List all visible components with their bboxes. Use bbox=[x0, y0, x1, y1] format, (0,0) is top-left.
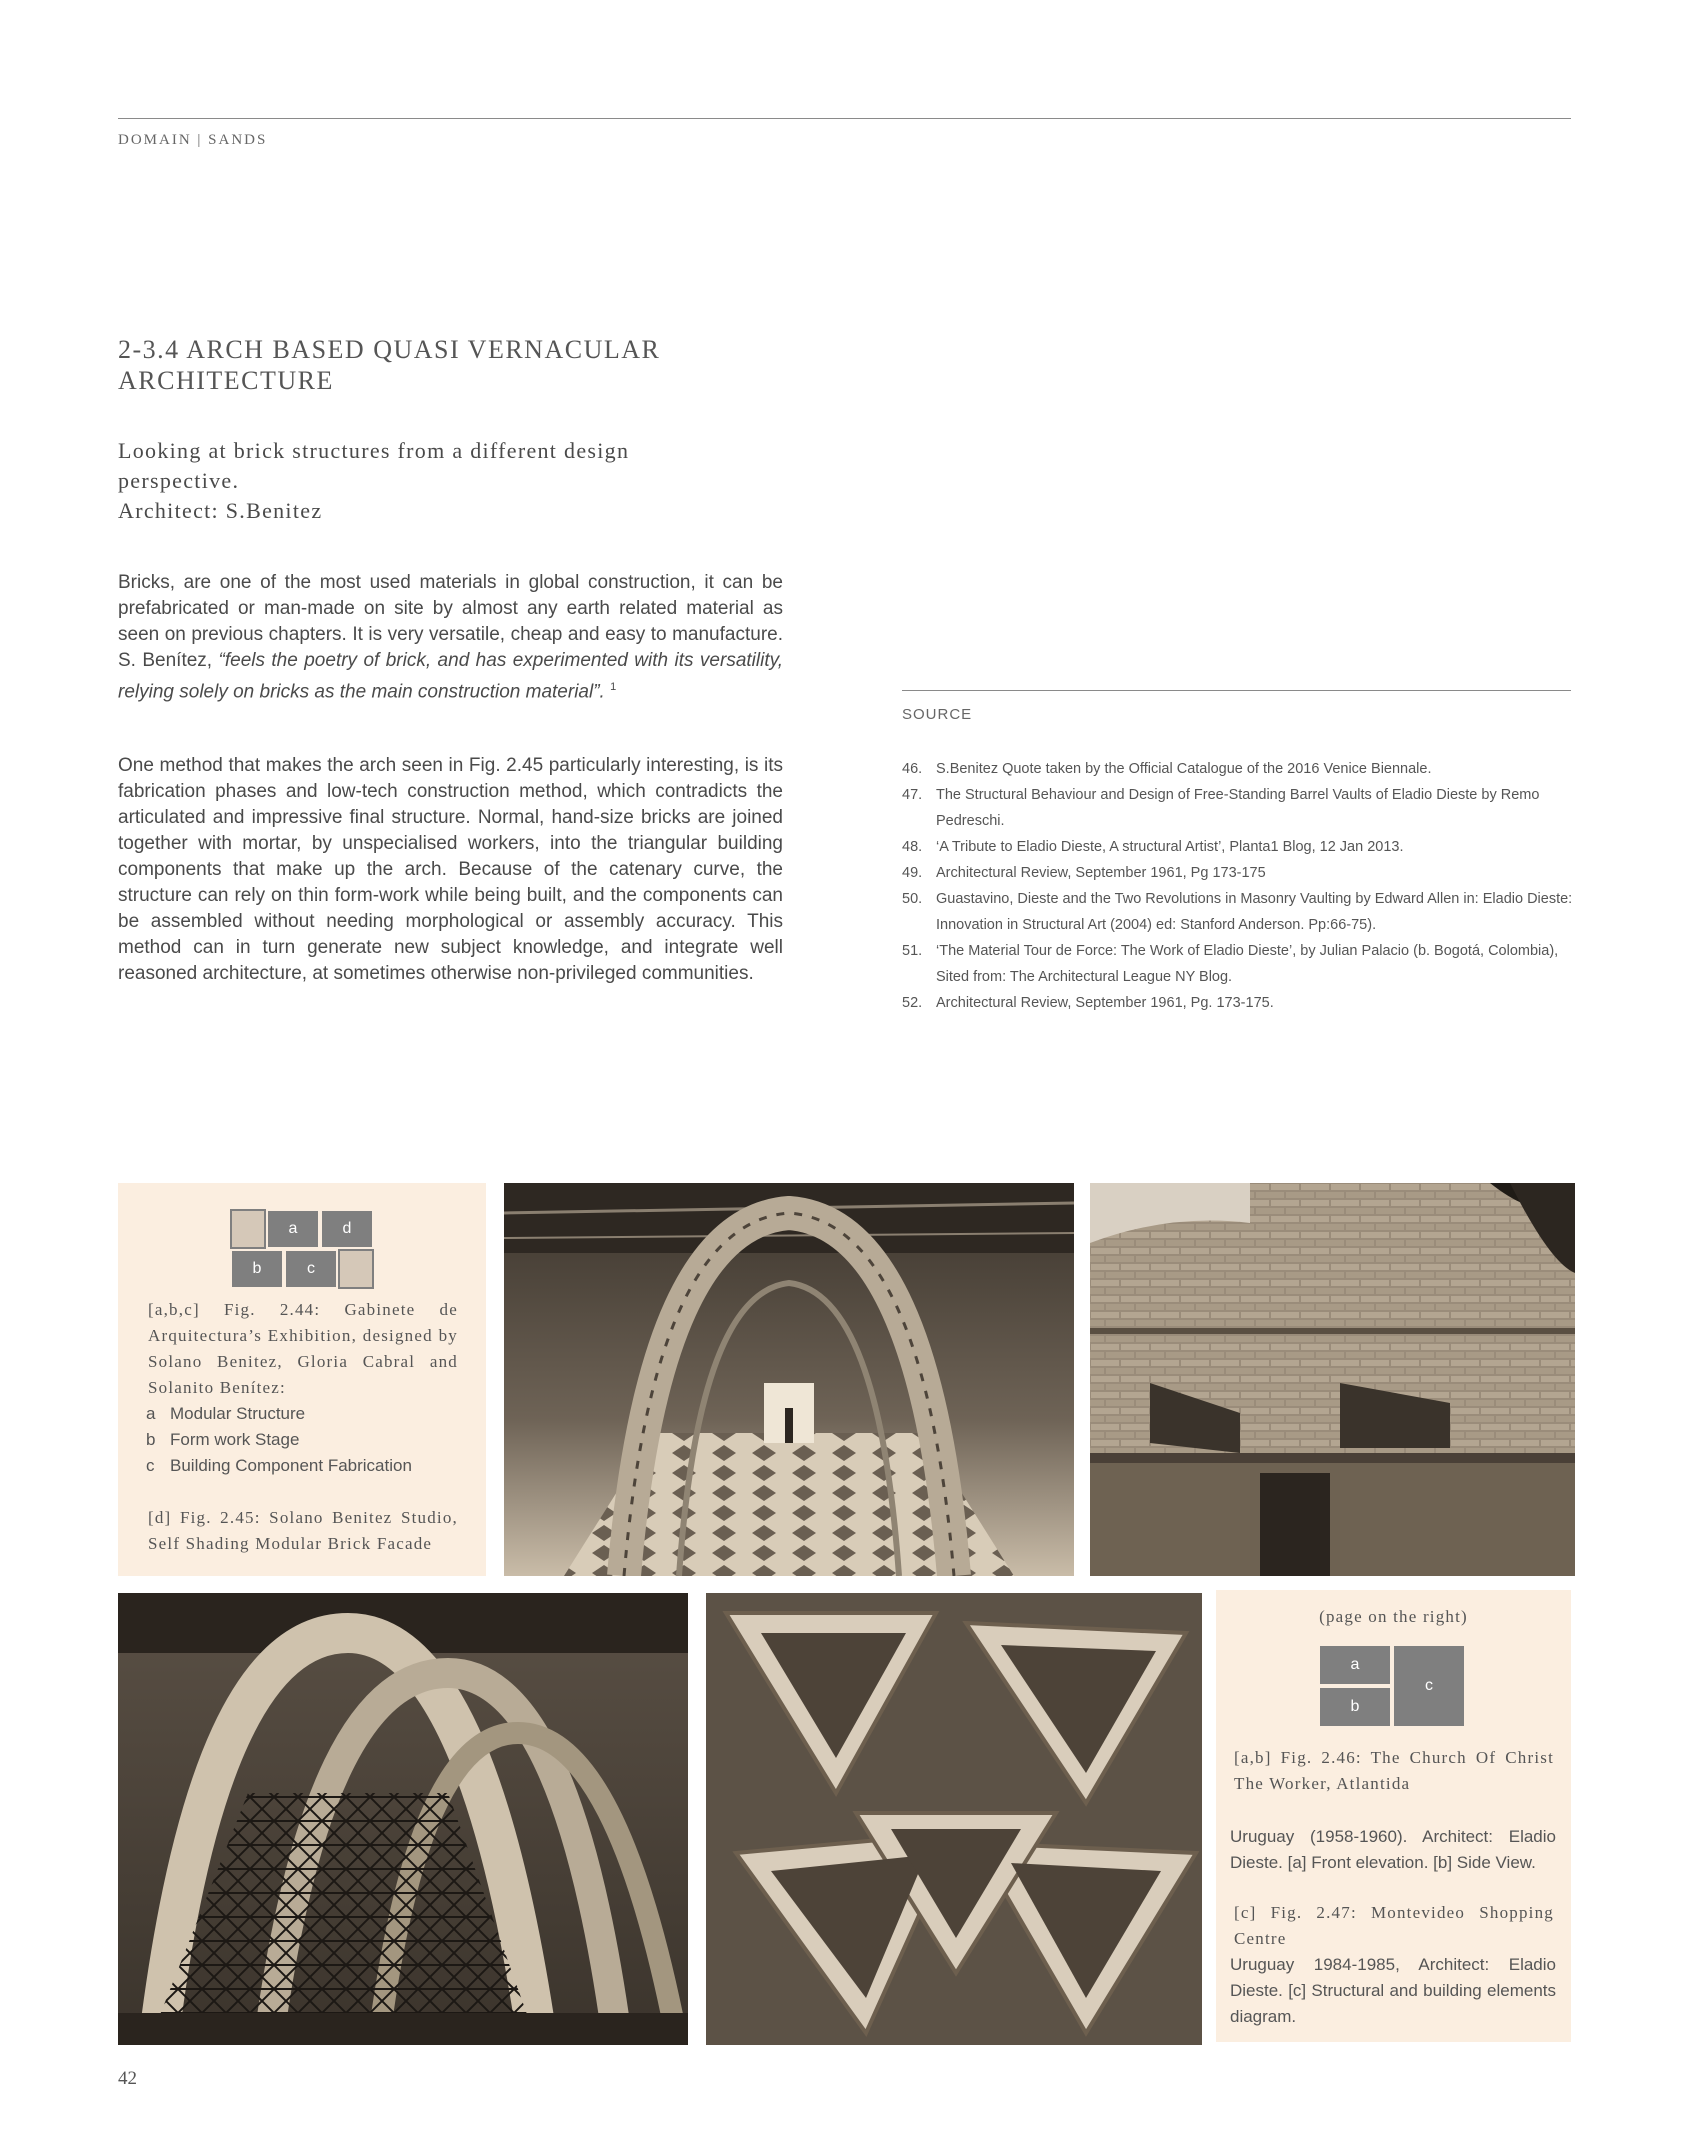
fig-247-caption: [c] Fig. 2.47: Montevideo Shopping Centre bbox=[1234, 1903, 1554, 1948]
subtitle-line2: perspective. bbox=[118, 468, 240, 493]
caption-box-left bbox=[118, 1183, 486, 1576]
fig-244-caption: [a,b,c] Fig. 2.44: Gabinete de Arquitectura’s Exhibition, designed by Solano Benitez, Gloria Cabral and Solanito Benítez: bbox=[148, 1300, 458, 1397]
footnote-text: Architectural Review, September 1961, Pg 173-175 bbox=[936, 865, 1266, 881]
key-cell-c: c bbox=[284, 1249, 338, 1289]
figure-key-diagram bbox=[230, 1209, 374, 1289]
footnote-number: 46. bbox=[902, 761, 923, 777]
component-fabrication-image bbox=[706, 1593, 1202, 2045]
header-rule bbox=[118, 118, 1571, 119]
para1-text: Bricks, are one of the most used materials in global construction, it can be prefabricated or man-made on site by almost any earth related material as seen on previous chapters. It is very versatile, cheap and easy to manufacture. S. Benítez, bbox=[118, 572, 783, 671]
footnote-number: 47. bbox=[902, 787, 923, 803]
key-cell-a: a bbox=[266, 1209, 320, 1249]
footnote-item bbox=[902, 782, 1574, 834]
list-letter: a bbox=[146, 1404, 156, 1423]
footnote-text: Architectural Review, September 1961, Pg. 173-175. bbox=[936, 995, 1274, 1011]
footnote-number: 51. bbox=[902, 943, 923, 959]
list-item bbox=[146, 1427, 466, 1453]
fig-246-detail: Uruguay (1958-1960). Architect: Eladio Dieste. [a] Front elevation. [b] Side View. bbox=[1230, 1827, 1556, 1872]
footnote-text: The Structural Behaviour and Design of Free-Standing Barrel Vaults of Eladio Dieste by Remo Pedreschi. bbox=[936, 787, 1540, 829]
footnote-text: Guastavino, Dieste and the Two Revolutions in Masonry Vaulting by Edward Allen in: Eladio Dieste: Innovation in Structural Art (2004) ed: Stanford Anderson. Pp:66-75). bbox=[936, 891, 1573, 933]
caption-box-right bbox=[1216, 1590, 1571, 2042]
list-text: Building Component Fabrication bbox=[170, 1456, 412, 1475]
subtitle-line1: Looking at brick structures from a different design bbox=[118, 438, 630, 463]
arch-exhibition-image bbox=[504, 1183, 1074, 1576]
subtitle-line3: Architect: S.Benitez bbox=[118, 498, 323, 523]
section-title bbox=[118, 334, 818, 396]
footnote-item bbox=[902, 938, 1574, 990]
body-paragraph-1 bbox=[118, 570, 783, 705]
list-text: Modular Structure bbox=[170, 1404, 306, 1423]
running-head: DOMAIN | SANDS bbox=[118, 132, 268, 148]
list-letter: c bbox=[146, 1456, 155, 1475]
footnote-list bbox=[902, 756, 1574, 1016]
footnote-number: 49. bbox=[902, 865, 923, 881]
fig-245-caption: [d] Fig. 2.45: Solano Benitez Studio, Self Shading Modular Brick Facade bbox=[148, 1508, 458, 1553]
key-cell-blank bbox=[338, 1249, 374, 1289]
photo-formwork-stage bbox=[118, 1593, 688, 2045]
source-heading: SOURCE bbox=[902, 706, 973, 723]
footnote-number: 48. bbox=[902, 839, 923, 855]
section-title-line1: 2-3.4 ARCH BASED QUASI VERNACULAR bbox=[118, 335, 661, 364]
footnote-item bbox=[902, 834, 1574, 860]
list-text: Form work Stage bbox=[170, 1430, 300, 1449]
footnote-item bbox=[902, 990, 1574, 1016]
list-item bbox=[146, 1401, 466, 1427]
figure-key-diagram-2 bbox=[1318, 1644, 1466, 1728]
key-cell-a: a bbox=[1318, 1644, 1392, 1686]
footnote-item bbox=[902, 860, 1574, 886]
footnote-text: ‘A Tribute to Eladio Dieste, A structural Artist’, Planta1 Blog, 12 Jan 2013. bbox=[936, 839, 1404, 855]
key-cell-c: c bbox=[1392, 1644, 1466, 1728]
section-subtitle bbox=[118, 436, 838, 526]
formwork-stage-image bbox=[118, 1593, 688, 2045]
footnote-text: ‘The Material Tour de Force: The Work of Eladio Dieste’, by Julian Palacio (b. Bogotá, Colombia), Sited from: The Architectural League NY Blog. bbox=[936, 943, 1559, 985]
source-rule bbox=[902, 690, 1571, 691]
fig-246-caption: [a,b] Fig. 2.46: The Church Of Christ The Worker, Atlantida bbox=[1234, 1748, 1554, 1793]
fig-247-detail: Uruguay 1984-1985, Architect: Eladio Dieste. [c] Structural and building elements diagram. bbox=[1230, 1955, 1556, 2026]
fig-244-list bbox=[146, 1401, 466, 1479]
footnote-number: 50. bbox=[902, 891, 923, 907]
footnote-number: 52. bbox=[902, 995, 923, 1011]
page-on-right-note: (page on the right) bbox=[1319, 1607, 1468, 1626]
list-letter: b bbox=[146, 1430, 156, 1449]
footnote-item bbox=[902, 886, 1574, 938]
body-paragraph-2: One method that makes the arch seen in Fig. 2.45 particularly interesting, is its fabrication phases and low-tech construction method, which contradicts the articulated and impressive final structure. Normal, hand-size bricks are joined together with mortar, by unspecialised workers, into the triangular building components that make up the arch. Because of the catenary curve, the structure can rely on thin form-work while being built, and the components can be assembled without needing morphological or assembly accuracy. This method can in turn generate new subject knowledge, and integrate well reasoned architecture, at sometimes otherwise non-privileged communities. bbox=[118, 755, 783, 984]
photo-component-fabrication bbox=[706, 1593, 1202, 2045]
footnote-text: S.Benitez Quote taken by the Official Catalogue of the 2016 Venice Biennale. bbox=[936, 761, 1432, 777]
para1-footnote-marker: 1 bbox=[610, 681, 617, 693]
footnote-item bbox=[902, 756, 1574, 782]
list-item bbox=[146, 1453, 466, 1479]
key-cell-blank bbox=[230, 1209, 266, 1249]
photo-arch-exhibition bbox=[504, 1183, 1074, 1576]
brick-facade-image bbox=[1090, 1183, 1575, 1576]
section-title-line2: ARCHITECTURE bbox=[118, 366, 334, 395]
page-number: 42 bbox=[118, 2068, 137, 2089]
key-cell-d: d bbox=[320, 1209, 374, 1249]
key-cell-b: b bbox=[1318, 1686, 1392, 1728]
key-cell-b: b bbox=[230, 1249, 284, 1289]
para1-quote: “feels the poetry of brick, and has experimented with its versatility, relying solely on bricks as the main construction material”. bbox=[118, 650, 783, 703]
photo-brick-facade bbox=[1090, 1183, 1575, 1576]
